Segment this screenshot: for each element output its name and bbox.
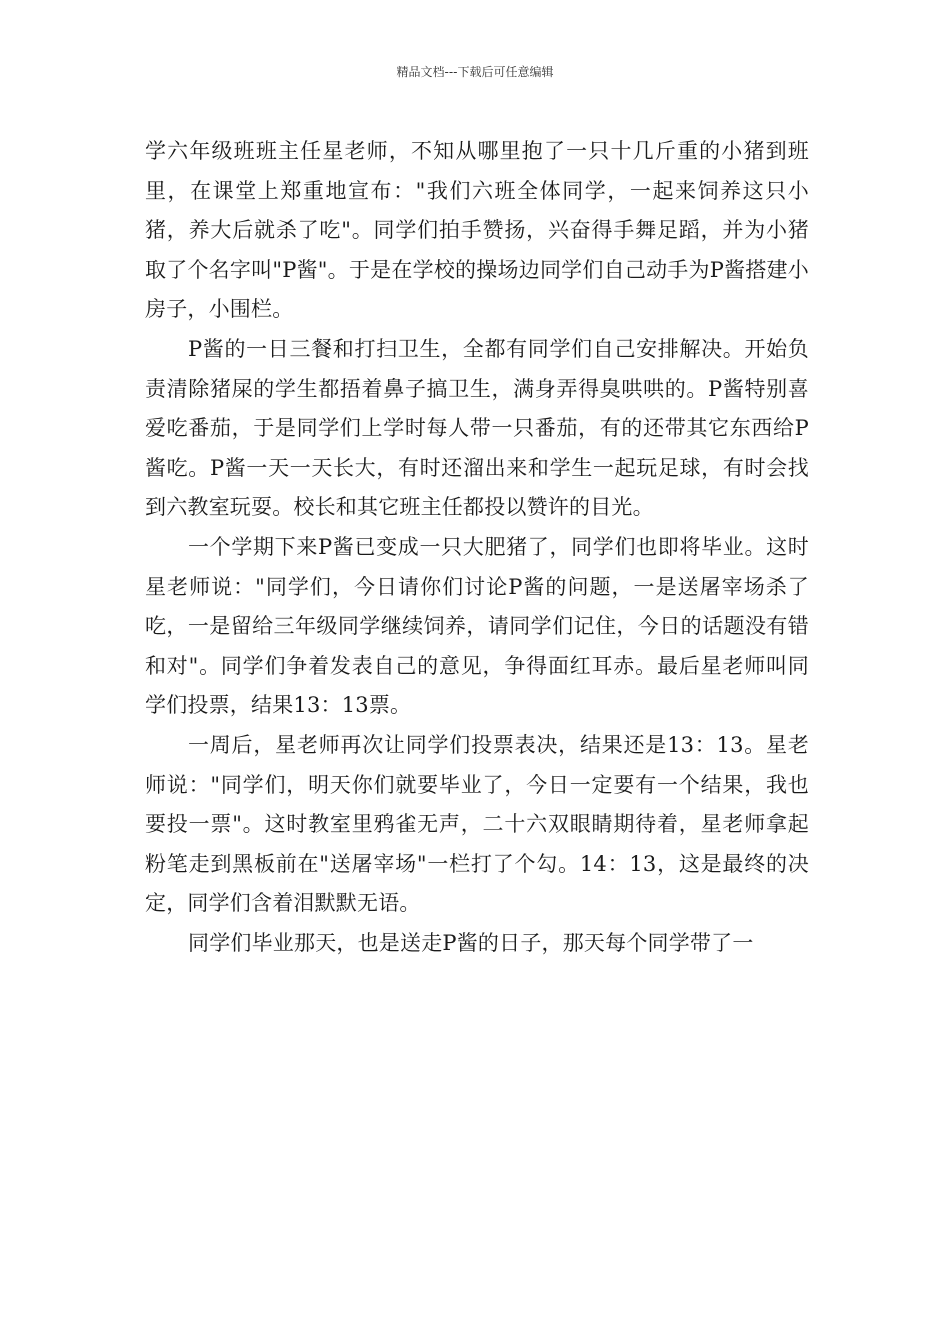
page-header: 精品文档---下载后可任意编辑: [396, 65, 554, 79]
body-text: [145, 132, 809, 963]
paragraph-4: 一周后，星老师再次让同学们投票表决，结果还是13：13。星老师说："同学们，明天你们就要毕业了，今日一定要有一个结果，我也要投一票"。这时教室里鸦雀无声，二十六双眼睛期待着，星老师拿起粉笔走到黑板前在"送屠宰场"一栏打了个勾。14：13，这是最终的决定，同学们含着泪默默无语。: [145, 732, 809, 916]
paragraph-3: 一个学期下来P酱已变成一只大肥猪了，同学们也即将毕业。这时星老师说："同学们，今日请你们讨论P酱的问题，一是送屠宰场杀了吃，一是留给三年级同学继续饲养，请同学们记住，今日的话题没有错和对"。同学们争着发表自己的意见，争得面红耳赤。最后星老师叫同学们投票，结果13：13票。: [145, 534, 809, 718]
paragraph-2: P酱的一日三餐和打扫卫生，全都有同学们自己安排解决。开始负责清除猪屎的学生都捂着鼻子搞卫生，满身弄得臭哄哄的。P酱特别喜爱吃番茄，于是同学们上学时每人带一只番茄，有的还带其它东西给P酱吃。P酱一天一天长大，有时还溜出来和学生一起玩足球，有时会找到六教室玩耍。校长和其它班主任都投以赞许的目光。: [145, 336, 809, 520]
paragraph-1: 学六年级班班主任星老师，不知从哪里抱了一只十几斤重的小猪到班里，在课堂上郑重地宣布："我们六班全体同学，一起来饲养这只小猪，养大后就杀了吃"。同学们拍手赞扬，兴奋得手舞足蹈，并为小猪取了个名字叫"P酱"。于是在学校的操场边同学们自己动手为P酱搭建小房子，小围栏。: [145, 139, 809, 322]
paragraph-5: 同学们毕业那天，也是送走P酱的日子，那天每个同学带了一: [188, 930, 754, 955]
